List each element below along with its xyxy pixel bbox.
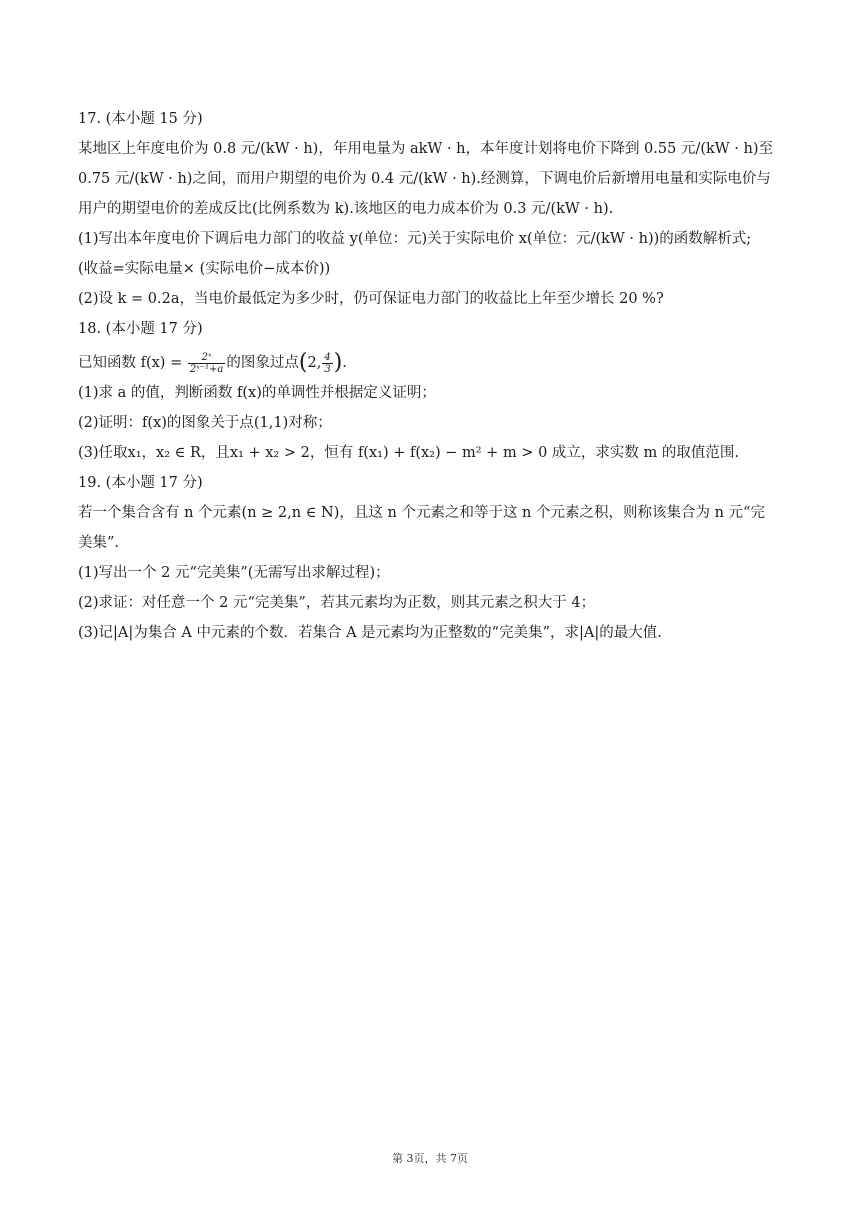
q19-text-line-1: 若一个集合含有 n 个元素(n ≥ 2,n ∈ N)，且这 n 个元素之和等于这 n 个元素之积，则称该集合为 n 元“完	[78, 505, 765, 521]
q17-text-line-2: 0.75 元/(kW · h)之间，而用户期望的电价为 0.4 元/(kW · h).经测算，下调电价后新增用电量和实际电价与	[78, 171, 771, 187]
q17-heading: 17. (本小题 15 分)	[78, 111, 203, 127]
point-fraction	[322, 352, 332, 375]
q19-heading: 19. (本小题 17 分)	[78, 475, 203, 491]
point-coordinate: 2,	[307, 355, 322, 371]
q17-text-line-1: 某地区上年度电价为 0.8 元/(kW · h)，年用电量为 akW · h，本年度计划将电价下降到 0.55 元/(kW · h)至	[78, 141, 773, 157]
question-content	[78, 110, 786, 654]
fraction-numerator: 2ˣ	[188, 352, 226, 364]
q17-text-line-3: 用户的期望电价的差成反比(比例系数为 k).该地区的电力成本价为 0.3 元/(kW · h).	[78, 201, 614, 217]
point-fraction-numerator: 4	[324, 351, 331, 363]
q19-part-3: (3)记|A|为集合 A 中元素的个数．若集合 A 是元素均为正整数的“完美集”，求|A|的最大值.	[78, 625, 662, 641]
point-fraction-denominator: 3	[324, 363, 331, 375]
right-paren: )	[333, 350, 343, 375]
q19-part-2: (2)求证：对任意一个 2 元“完美集”，若其元素均为正数，则其元素之积大于 4；	[78, 595, 596, 611]
left-paren: (	[298, 350, 308, 375]
q18-intro-text-a: 已知函数 f(x) =	[78, 355, 187, 371]
q17-part-1-note: (收益=实际电量× (实际电价−成本价))	[78, 261, 331, 277]
q18-function-fraction	[188, 352, 226, 375]
page-number-footer: 第 3页，共 7页	[392, 1152, 468, 1165]
fraction-denominator: 2ˣ⁻¹+a	[189, 363, 224, 375]
q19-part-1: (1)写出一个 2 元“完美集”(无需写出求解过程)；	[78, 565, 390, 581]
q18-intro	[78, 350, 786, 376]
q18-intro-text-b: 的图象过点	[226, 355, 299, 371]
q18-heading: 18. (本小题 17 分)	[78, 321, 203, 337]
q18-intro-text-c: .	[342, 355, 347, 371]
q18-part-1: (1)求 a 的值，判断函数 f(x)的单调性并根据定义证明；	[78, 385, 436, 401]
q18-part-3: (3)任取x₁，x₂ ∈ R，且x₁ + x₂ > 2，恒有 f(x₁) + f(x₂) − m² + m > 0 成立，求实数 m 的取值范围.	[78, 445, 739, 461]
q17-part-2: (2)设 k = 0.2a，当电价最低定为多少时，仍可保证电力部门的收益比上年至少增长 20 %?	[78, 291, 664, 307]
q17-part-1: (1)写出本年度电价下调后电力部门的收益 y(单位：元)关于实际电价 x(单位：元/(kW · h))的函数解析式;	[78, 231, 752, 247]
q19-text-line-2: 美集”.	[78, 535, 120, 551]
q18-part-2: (2)证明：f(x)的图象关于点(1,1)对称；	[78, 415, 332, 431]
